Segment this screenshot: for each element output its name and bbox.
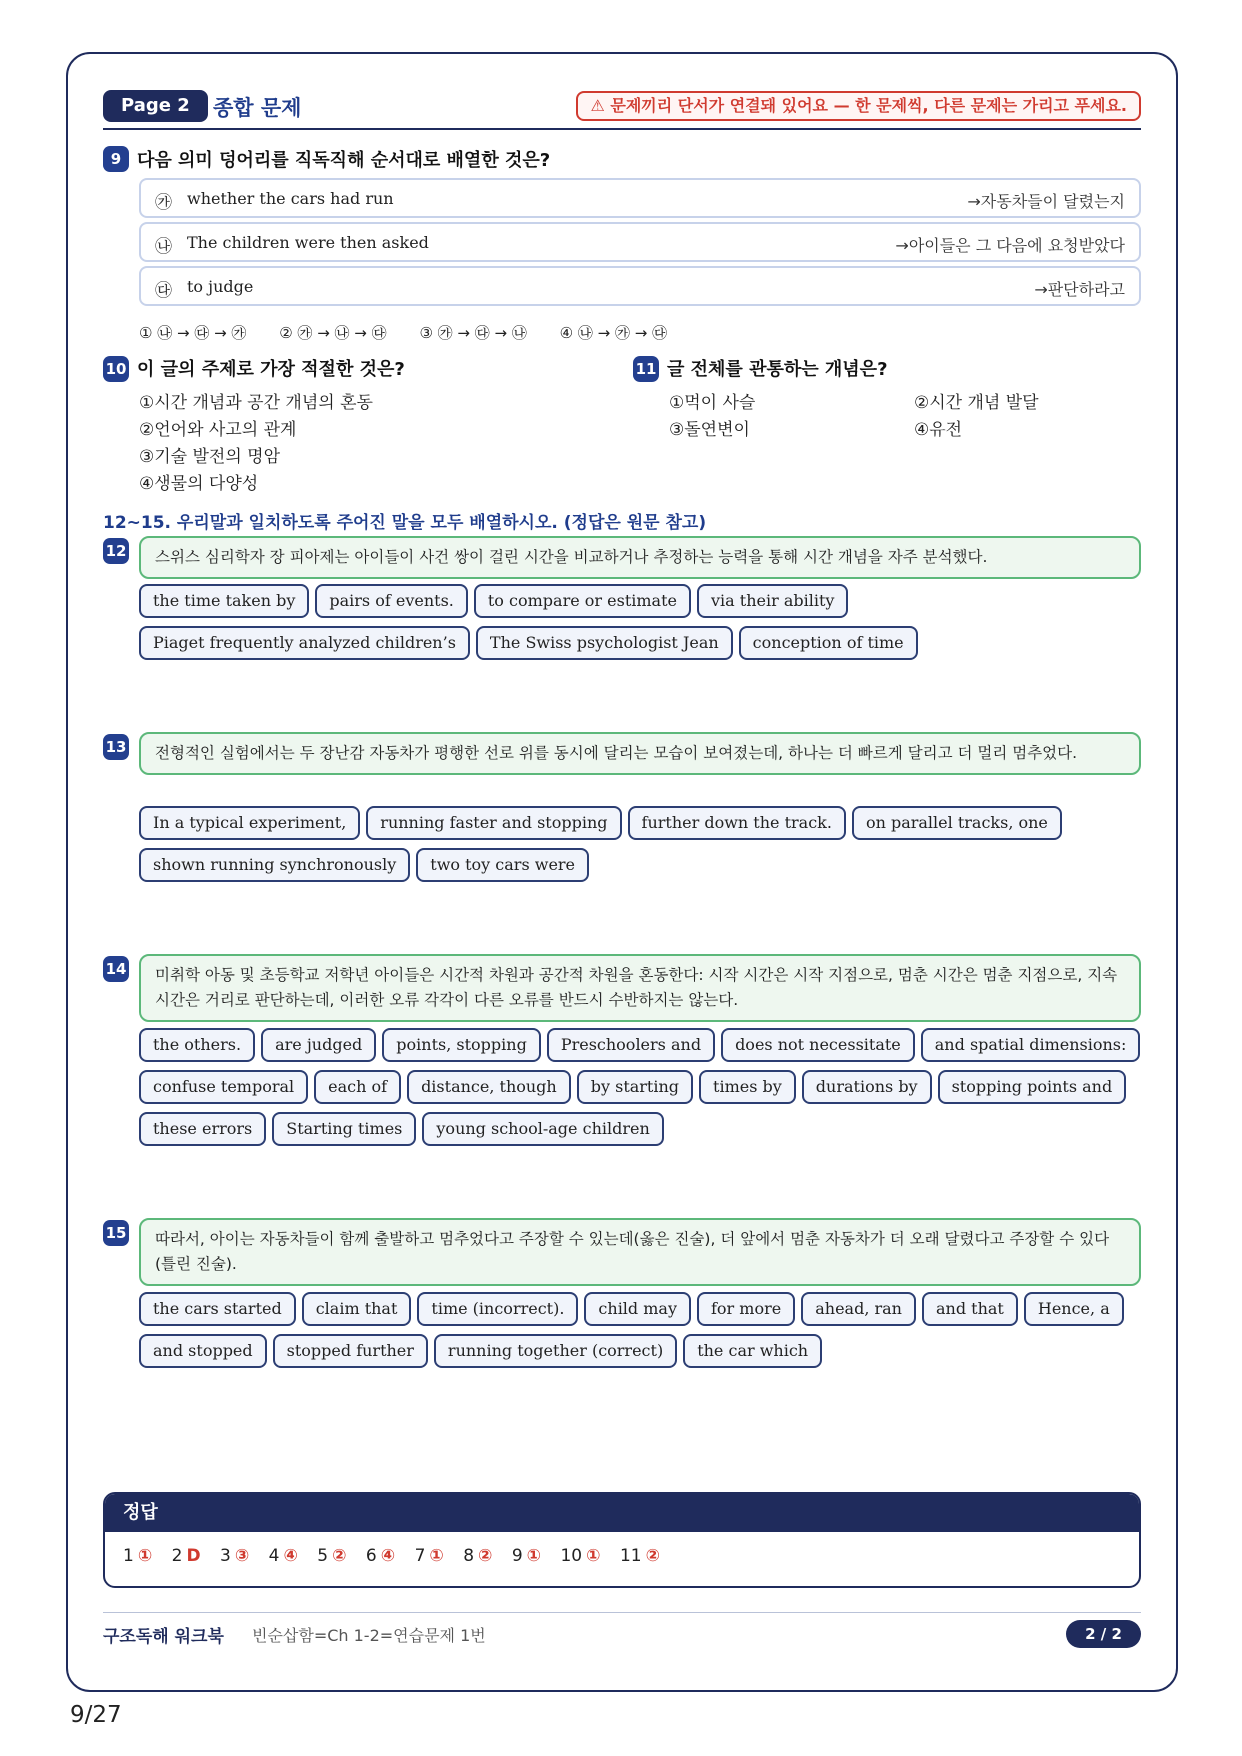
word-tile[interactable]: for more	[697, 1292, 795, 1326]
word-tile[interactable]: Starting times	[272, 1112, 416, 1146]
word-tile[interactable]: each of	[314, 1070, 401, 1104]
answer-value: ②	[332, 1546, 347, 1566]
warning-notice: ⚠ 문제끼리 단서가 연결돼 있어요 — 한 문제씩, 다른 문제는 가리고 푸세요.	[576, 91, 1141, 121]
word-tile[interactable]: the car which	[683, 1334, 822, 1368]
word-tile[interactable]: time (incorrect).	[417, 1292, 578, 1326]
word-tile[interactable]: and stopped	[139, 1334, 267, 1368]
q12-korean-prompt: 스위스 심리학자 장 피아제는 아이들이 사건 쌍이 걸린 시간을 비교하거나 추정하는 능력을 통해 시간 개념을 자주 분석했다.	[139, 536, 1141, 579]
word-tile[interactable]: claim that	[302, 1292, 412, 1326]
answer-number: 5	[317, 1546, 329, 1566]
question-number-11: 11	[633, 356, 659, 382]
answer-number: 2	[171, 1546, 183, 1566]
answer-number: 7	[414, 1546, 426, 1566]
answer-value: ①	[137, 1546, 153, 1566]
answer-value: ④	[283, 1546, 298, 1566]
question-11-title: 글 전체를 관통하는 개념은?	[667, 359, 888, 380]
header-divider	[103, 128, 1141, 130]
q10-option-2[interactable]: ②언어와 사고의 관계	[139, 420, 297, 440]
answer-key-title: 정답	[105, 1494, 1139, 1532]
word-tile[interactable]: distance, though	[407, 1070, 571, 1104]
chunk-english: to judge	[187, 277, 254, 296]
question-9-choices	[139, 322, 695, 343]
answer-item	[269, 1546, 298, 1566]
word-tile[interactable]: the others.	[139, 1028, 255, 1062]
word-tile[interactable]: on parallel tracks, one	[852, 806, 1062, 840]
word-tile[interactable]: Piaget frequently analyzed children’s	[139, 626, 470, 660]
word-tile[interactable]: two toy cars were	[416, 848, 589, 882]
answer-number: 9	[511, 1546, 523, 1566]
answer-item	[620, 1546, 660, 1566]
word-tile[interactable]: Preschoolers and	[547, 1028, 715, 1062]
chunk-marker: ㉰	[155, 281, 172, 301]
q13-korean-prompt: 전형적인 실험에서는 두 장난감 자동차가 평행한 선로 위를 동시에 달리는 모습이 보여졌는데, 하나는 더 빠르게 달리고 더 멀리 멈추었다.	[139, 732, 1141, 775]
answer-value: ①	[586, 1546, 601, 1566]
word-tile[interactable]: confuse temporal	[139, 1070, 308, 1104]
word-tile[interactable]: conception of time	[739, 626, 918, 660]
q11-option-4[interactable]: ④유전	[914, 420, 963, 440]
answer-item	[220, 1546, 249, 1566]
chunk-na	[139, 222, 1141, 262]
question-9-title: 다음 의미 덩어리를 직독직해 순서대로 배열한 것은?	[137, 150, 551, 171]
word-tile[interactable]: ahead, ran	[801, 1292, 916, 1326]
question-number-10: 10	[103, 356, 129, 382]
answer-list	[105, 1532, 1139, 1566]
footer-title: 구조독해 워크북	[103, 1627, 224, 1647]
word-tile[interactable]: points, stopping	[382, 1028, 541, 1062]
q11-option-3[interactable]: ③돌연변이	[669, 420, 750, 440]
word-tile[interactable]: durations by	[802, 1070, 932, 1104]
choice-3[interactable]: ③ ㉮ → ㉰ → ㉯	[419, 324, 527, 342]
word-tile[interactable]: Hence, a	[1024, 1292, 1124, 1326]
question-number-9: 9	[103, 146, 129, 172]
word-tile[interactable]: shown running synchronously	[139, 848, 410, 882]
answer-value: ①	[526, 1546, 542, 1566]
word-tile[interactable]: times by	[699, 1070, 796, 1104]
page-title: 종합 문제	[213, 96, 302, 120]
answer-number: 10	[560, 1546, 583, 1566]
q15-korean-prompt: 따라서, 아이는 자동차들이 함께 출발하고 멈추었다고 주장할 수 있는데(옳은 진술), 더 앞에서 멈춘 자동차가 더 오래 달렸다고 주장할 수 있다(틀린 진술).	[139, 1218, 1141, 1286]
answer-item	[512, 1546, 541, 1566]
answer-item	[560, 1546, 600, 1566]
chunk-english: whether the cars had run	[187, 189, 394, 208]
answer-number: 4	[268, 1546, 280, 1566]
q13-word-tiles	[139, 806, 1149, 890]
chunk-ga	[139, 178, 1141, 218]
question-number-14: 14	[103, 956, 129, 982]
chunk-korean: →아이들은 그 다음에 요청받았다	[895, 236, 1125, 255]
choice-1[interactable]: ① ㉯ → ㉰ → ㉮	[139, 324, 247, 342]
word-tile[interactable]: these errors	[139, 1112, 266, 1146]
chunk-korean: →자동차들이 달렸는지	[967, 192, 1125, 211]
q10-option-4[interactable]: ④생물의 다양성	[139, 474, 259, 494]
word-tile[interactable]: to compare or estimate	[474, 584, 691, 618]
answer-number: 6	[365, 1546, 377, 1566]
word-tile[interactable]: running faster and stopping	[366, 806, 621, 840]
q11-option-1[interactable]: ①먹이 사슬	[669, 393, 756, 413]
answer-number: 8	[463, 1546, 475, 1566]
answer-item	[415, 1546, 444, 1566]
answer-item	[123, 1546, 152, 1566]
answer-value: D	[186, 1546, 201, 1566]
answer-value: ②	[645, 1546, 660, 1566]
answer-item	[366, 1546, 395, 1566]
question-number-13: 13	[103, 734, 129, 760]
answer-value: ③	[234, 1546, 250, 1566]
answer-number: 3	[220, 1546, 231, 1566]
choice-2[interactable]: ② ㉮ → ㉯ → ㉰	[279, 324, 387, 342]
footer-divider	[103, 1612, 1141, 1613]
word-tile[interactable]: does not necessitate	[721, 1028, 915, 1062]
q15-word-tiles	[139, 1292, 1149, 1376]
chunk-korean: →판단하라고	[1034, 280, 1125, 299]
chunk-da	[139, 266, 1141, 306]
word-tile[interactable]: stopping points and	[938, 1070, 1127, 1104]
answer-item	[317, 1546, 346, 1566]
word-tile[interactable]: In a typical experiment,	[139, 806, 360, 840]
word-tile[interactable]: and spatial dimensions:	[921, 1028, 1141, 1062]
answer-value: ④	[380, 1546, 396, 1566]
q10-option-1[interactable]: ①시간 개념과 공간 개념의 혼동	[139, 393, 373, 413]
answer-number: 11	[619, 1546, 642, 1566]
footer-subtitle: 빈순삽함=Ch 1-2=연습문제 1번	[252, 1626, 486, 1645]
word-tile[interactable]: the time taken by	[139, 584, 309, 618]
page-badge: Page 2	[103, 90, 208, 122]
choice-4[interactable]: ④ ㉯ → ㉮ → ㉰	[559, 324, 668, 342]
answer-key	[103, 1492, 1141, 1588]
q14-word-tiles	[139, 1028, 1149, 1154]
chunk-marker: ㉯	[155, 237, 172, 257]
document-page-number: 9/27	[70, 1702, 122, 1728]
word-tile[interactable]: The Swiss psychologist Jean	[476, 626, 733, 660]
word-tile[interactable]: further down the track.	[628, 806, 846, 840]
answer-item	[172, 1546, 201, 1566]
section-title: 12~15. 우리말과 일치하도록 주어진 말을 모두 배열하시오. (정답은 원문 참고)	[103, 513, 707, 533]
word-tile[interactable]: running together (correct)	[434, 1334, 677, 1368]
q10-option-3[interactable]: ③기술 발전의 명암	[139, 447, 281, 467]
answer-value: ①	[429, 1546, 444, 1566]
word-tile[interactable]: and that	[922, 1292, 1018, 1326]
answer-item	[463, 1546, 492, 1566]
page-header	[103, 90, 1141, 130]
chunk-marker: ㉮	[155, 193, 172, 213]
answer-value: ②	[478, 1546, 493, 1566]
question-number-12: 12	[103, 538, 129, 564]
q12-word-tiles	[139, 584, 1149, 668]
word-tile[interactable]: pairs of events.	[315, 584, 468, 618]
word-tile[interactable]: the cars started	[139, 1292, 296, 1326]
word-tile[interactable]: stopped further	[273, 1334, 428, 1368]
footer-page-badge: 2 / 2	[1066, 1620, 1141, 1648]
question-number-15: 15	[103, 1220, 129, 1246]
word-tile[interactable]: young school-age children	[422, 1112, 663, 1146]
chunk-english: The children were then asked	[187, 233, 429, 252]
answer-number: 1	[123, 1546, 134, 1566]
q11-option-2[interactable]: ②시간 개념 발달	[914, 393, 1039, 413]
word-tile[interactable]: by starting	[577, 1070, 693, 1104]
word-tile[interactable]: child may	[584, 1292, 691, 1326]
question-10-title: 이 글의 주제로 가장 적절한 것은?	[137, 359, 405, 380]
word-tile[interactable]: are judged	[261, 1028, 376, 1062]
q14-korean-prompt: 미취학 아동 및 초등학교 저학년 아이들은 시간적 차원과 공간적 차원을 혼동한다: 시작 시간은 시작 지점으로, 멈춘 시간은 멈춘 지점으로, 지속 시간은 거리로 판단하는데, 이러한 오류 각각이 다른 오류를 반드시 수반하지는 않는다.	[139, 954, 1141, 1022]
word-tile[interactable]: via their ability	[697, 584, 848, 618]
